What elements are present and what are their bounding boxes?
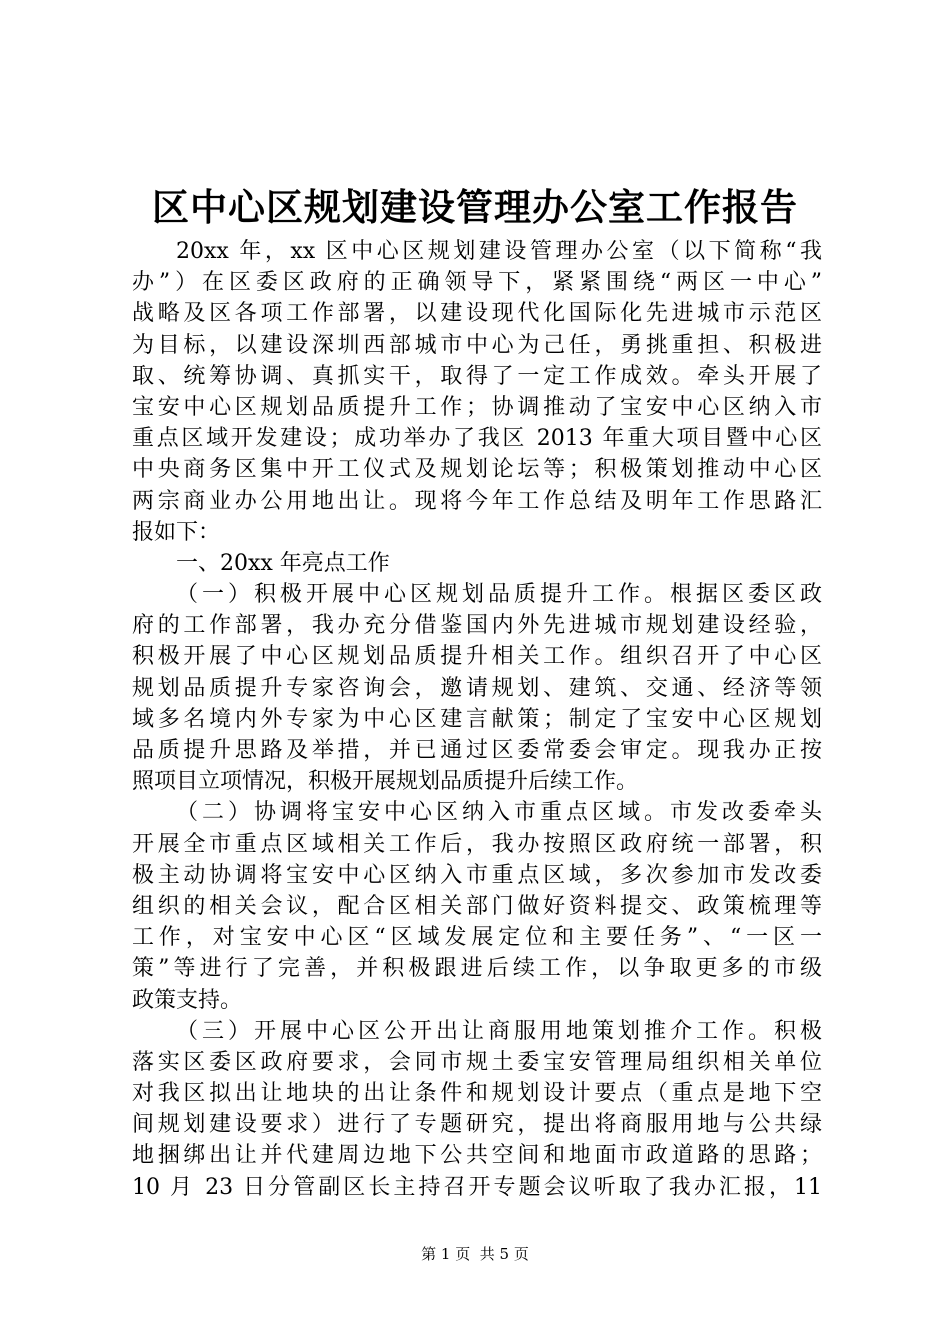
text-line: 工作，对宝安中心区“区域发展定位和主要任务”、“一区一	[132, 925, 822, 951]
text-line: 重点区域开发建设；成功举办了我区 2013 年重大项目暨中心区	[132, 426, 822, 452]
text-line: 政策支持。	[132, 987, 243, 1013]
text-line: 两宗商业办公用地出让。现将今年工作总结及明年工作思路汇	[132, 488, 822, 514]
text-line: 一、20xx 年亮点工作	[176, 550, 390, 576]
text-line: （一）积极开展中心区规划品质提升工作。根据区委区政	[176, 582, 822, 608]
text-line: 中央商务区集中开工仪式及规划论坛等；积极策划推动中心区	[132, 457, 822, 483]
text-line: 办”）在区委区政府的正确领导下，紧紧围绕“两区一中心”	[132, 270, 822, 296]
page-footer	[0, 1244, 950, 1264]
text-line: 开展全市重点区域相关工作后，我办按照区政府统一部署，积	[132, 831, 822, 857]
text-line: 10 月 23 日分管副区长主持召开专题会议听取了我办汇报，11	[132, 1174, 822, 1200]
text-line: 积极开展了中心区规划品质提升相关工作。组织召开了中心区	[132, 644, 822, 670]
text-line: 间规划建设要求）进行了专题研究，提出将商服用地与公共绿	[132, 1112, 822, 1138]
text-line: 对我区拟出让地块的出让条件和规划设计要点（重点是地下空	[132, 1081, 822, 1107]
text-line: 规划品质提升专家咨询会，邀请规划、建筑、交通、经济等领	[132, 675, 822, 701]
text-line: 报如下：	[132, 519, 221, 545]
document-title: 区中心区规划建设管理办公室工作报告	[152, 185, 798, 229]
text-line: 组织的相关会议，配合区相关部门做好资料提交、政策梳理等	[132, 893, 822, 919]
text-line: 落实区委区政府要求，会同市规土委宝安管理局组织相关单位	[132, 1049, 822, 1075]
text-line: 20xx 年，xx 区中心区规划建设管理办公室（以下简称“我	[176, 239, 822, 264]
text-line: 战略及区各项工作部署，以建设现代化国际化先进城市示范区	[132, 301, 822, 327]
text-line: 宝安中心区规划品质提升工作；协调推动了宝安中心区纳入市	[132, 394, 822, 420]
text-line: 照项目立项情况，积极开展规划品质提升后续工作。	[132, 769, 639, 795]
text-line: 取、统筹协调、真抓实干，取得了一定工作成效。牵头开展了	[132, 363, 822, 389]
page-number-label: 第 1 页 共 5 页	[421, 1245, 529, 1263]
text-line: 域多名境内外专家为中心区建言献策；制定了宝安中心区规划	[132, 706, 822, 732]
text-line: 府的工作部署，我办充分借鉴国内外先进城市规划建设经验，	[132, 613, 822, 639]
text-line: 地捆绑出让并代建周边地下公共空间和地面市政道路的思路；	[132, 1143, 822, 1169]
text-line: （二）协调将宝安中心区纳入市重点区域。市发改委牵头	[176, 800, 822, 826]
document-body	[132, 236, 822, 1203]
text-line: 为目标，以建设深圳西部城市中心为己任，勇挑重担、积极进	[132, 332, 822, 358]
text-line: 极主动协调将宝安中心区纳入市重点区域，多次参加市发改委	[132, 862, 822, 888]
text-line: （三）开展中心区公开出让商服用地策划推介工作。积极	[176, 1018, 822, 1044]
text-line: 品质提升思路及举措，并已通过区委常委会审定。现我办正按	[132, 738, 822, 763]
text-line: 策”等进行了完善，并积极跟进后续工作，以争取更多的市级	[132, 956, 822, 982]
